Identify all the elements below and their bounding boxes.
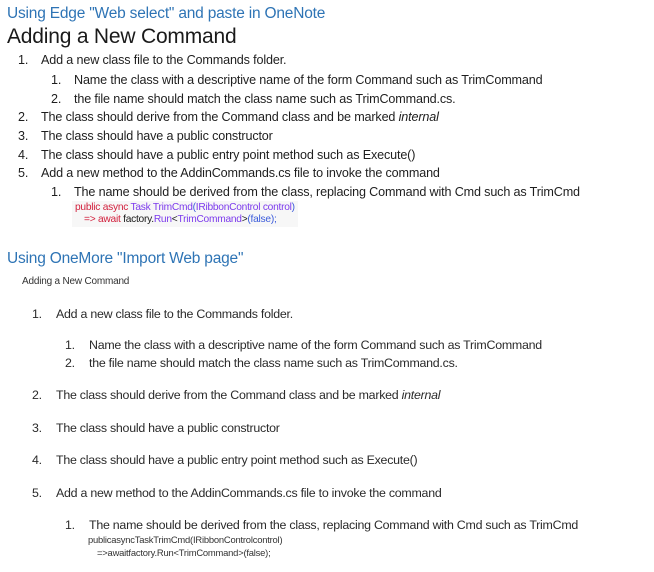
- list-item: 4. The class should have a public entry point method such as Execute(): [32, 453, 418, 467]
- imported-title: Adding a New Command: [22, 276, 130, 287]
- list-item: 2. the file name should match the class name such as TrimCommand.cs.: [65, 356, 458, 370]
- code-block: [72, 201, 298, 227]
- list-item: 1. The name should be derived from the class, replacing Command with Cmd such as TrimCmd: [51, 185, 580, 199]
- code-line: publicasyncTaskTrimCmd(IRibbonControlcontrol): [88, 534, 283, 545]
- list-item: 5. Add a new method to the AddinCommands.cs file to invoke the command: [18, 166, 440, 180]
- page-title: Adding a New Command: [7, 25, 237, 48]
- code-block-plain: [88, 534, 282, 558]
- list-item: 2. the file name should match the class name such as TrimCommand.cs.: [51, 92, 456, 106]
- list-item: 1. Add a new class file to the Commands folder.: [32, 307, 293, 321]
- list-item: 1. The name should be derived from the class, replacing Command with Cmd such as TrimCmd: [65, 518, 579, 532]
- list-item: 3. The class should have a public constructor: [32, 421, 280, 435]
- list-item: 2. The class should derive from the Command class and be marked internal: [32, 388, 441, 402]
- section-heading-edge: Using Edge "Web select" and paste in OneNote: [7, 5, 326, 22]
- code-line: => await factory.Run<TrimCommand>(false);: [84, 214, 277, 225]
- list-item: 1. Name the class with a descriptive name of the form Command such as TrimCommand: [65, 338, 542, 352]
- code-line: =>awaitfactory.Run<TrimCommand>(false);: [97, 547, 271, 558]
- list-item: 1. Name the class with a descriptive name of the form Command such as TrimCommand: [51, 73, 543, 87]
- section-heading-onemore: Using OneMore "Import Web page": [7, 250, 244, 267]
- list-item: 5. Add a new method to the AddinCommands.cs file to invoke the command: [32, 486, 442, 500]
- list-item: 4. The class should have a public entry point method such as Execute(): [18, 148, 416, 162]
- list-item: 3. The class should have a public constructor: [18, 129, 273, 143]
- list-item: 2. The class should derive from the Command class and be marked internal: [18, 110, 439, 124]
- code-line: public async Task TrimCmd(IRibbonControl control): [75, 202, 295, 213]
- list-item: 1. Add a new class file to the Commands folder.: [18, 53, 287, 67]
